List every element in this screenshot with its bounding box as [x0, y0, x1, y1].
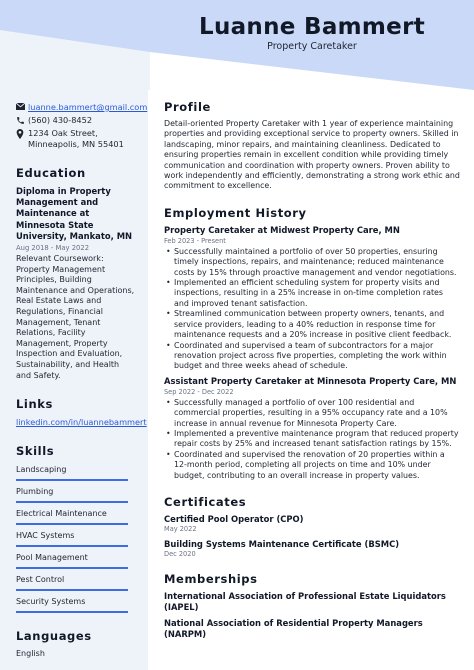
- links-list: [16, 417, 147, 428]
- skill-item: [16, 464, 136, 481]
- job-entry: [164, 376, 460, 481]
- skill-level-bar: [16, 589, 128, 591]
- education-coursework: Relevant Coursework: Property Management Principles, Building Maintenance and Operations, Real Estate Laws and Regulations, Financial Management, Tenant Relations, Facility Management, Property Inspection and Evaluation, Sustainability, and Health and Safety.: [16, 254, 135, 380]
- membership-item: National Association of Residential Property Managers (NARPM): [164, 617, 423, 639]
- job-bullet: • Implemented an efficient scheduling system for property visits and inspections, resulting in a 25% increase in on-time completion rates and improved tenant satisfaction.: [164, 278, 460, 309]
- memberships-heading: Memberships: [164, 571, 258, 586]
- job-bullet: • Streamlined communication between property owners, tenants, and service providers, leading to a 40% reduction in response time for maintenance requests and a 20% increase in positive client feedback.: [164, 309, 460, 340]
- education-degree: Diploma in Property Management and Maintenance at Minnesota State University, Mankato, MN: [16, 186, 133, 241]
- job-bullets: [164, 398, 460, 481]
- job-title: Property Caretaker at Midwest Property Care, MN: [164, 224, 400, 235]
- skill-label: Plumbing: [16, 487, 54, 497]
- contact-phone-row: [16, 115, 136, 126]
- certificate-date: Dec 2020: [164, 549, 196, 558]
- main-content: [164, 100, 460, 654]
- skill-label: HVAC Systems: [16, 531, 75, 541]
- contact-email-row[interactable]: [16, 102, 148, 113]
- skill-item: [16, 596, 136, 613]
- job-dates: Feb 2023 - Present: [164, 236, 226, 245]
- skill-item: [16, 530, 136, 547]
- memberships-section: [164, 572, 460, 640]
- skill-label: Security Systems: [16, 597, 86, 607]
- skill-label: Pest Control: [16, 575, 65, 585]
- education-dates: Aug 2018 - May 2022: [16, 244, 90, 253]
- profile-text: Detail-oriented Property Caretaker with 1 year of experience maintaining properties and providing exceptional service to property owners. Skilled in landscaping, minor repairs, and maintaining cleanliness. Dedicated to ensuring properties remain in excellent condition while providing timely communication and coordination with property owners. Proven ability to work independently and efficiently, demonstrating a strong work ethic and commitment to excellence.: [164, 119, 460, 191]
- job-bullet: • Implemented a preventive maintenance program that reduced property repair costs by 25% and increased tenant satisfaction ratings by 15%.: [164, 429, 460, 450]
- phone-icon: [16, 115, 28, 125]
- skill-label: Pool Management: [16, 553, 88, 563]
- education-heading: Education: [16, 166, 86, 180]
- links-heading: Links: [16, 397, 53, 412]
- job-bullets: [164, 247, 460, 372]
- skill-item: [16, 574, 136, 591]
- skills-heading: Skills: [16, 444, 55, 459]
- job-entry: [164, 225, 460, 372]
- profile-heading: Profile: [164, 100, 211, 114]
- address: 1234 Oak Street, Minneapolis, MN 55401: [28, 128, 124, 149]
- membership-item: International Association of Professional Estate Liquidators (IAPEL): [164, 590, 446, 612]
- certificate-date: May 2022: [164, 524, 197, 533]
- email-link[interactable]: luanne.bammert@gmail.com: [28, 102, 148, 112]
- skill-level-bar: [16, 479, 128, 481]
- skills-list: [16, 464, 136, 613]
- skill-level-bar: [16, 611, 128, 613]
- profile-section: [164, 100, 460, 192]
- employment-heading: Employment History: [164, 205, 307, 220]
- job-bullet: • Successfully managed a portfolio of over 100 residential and commercial properties, resulting in a 95% occupancy rate and a 10% increase in annual revenue for Minnesota Property Care.: [164, 398, 460, 429]
- linkedin-link[interactable]: linkedin.com/in/luannebammert: [16, 417, 147, 428]
- languages-heading: Languages: [16, 629, 92, 644]
- job-dates: Sep 2022 - Dec 2022: [164, 387, 234, 396]
- certificate-name: Certified Pool Operator (CPO): [164, 513, 304, 524]
- contact-address-row: [16, 128, 136, 150]
- job-bullet: • Coordinated and supervised a team of subcontractors for a major renovation project across five properties, completing the work within budget and three weeks ahead of schedule.: [164, 341, 460, 372]
- location-pin-icon: [16, 128, 28, 139]
- skill-level-bar: [16, 501, 128, 503]
- job-bullet: • Successfully maintained a portfolio of over 50 properties, ensuring timely inspections, repairs, and maintenance; reduced maintenance costs by 15% through proactive management and vendor negotiations.: [164, 247, 460, 278]
- sidebar: [0, 90, 148, 670]
- certificates-section: [164, 495, 460, 558]
- job-bullet: • Coordinated and supervised the renovation of 20 properties within a 12-month period, completing all projects on time and 10% under budget, contributing to an overall increase in property values.: [164, 450, 460, 481]
- skill-level-bar: [16, 545, 128, 547]
- phone-number: (560) 430-8452: [28, 115, 93, 125]
- skill-level-bar: [16, 567, 128, 569]
- skill-item: [16, 486, 136, 503]
- skill-item: [16, 508, 136, 525]
- skill-label: Electrical Maintenance: [16, 509, 107, 519]
- skill-label: Landscaping: [16, 465, 67, 475]
- candidate-title: Property Caretaker: [267, 41, 357, 52]
- certificates-heading: Certificates: [164, 494, 247, 509]
- language-item: English: [16, 649, 45, 659]
- skill-level-bar: [16, 523, 128, 525]
- certificate-name: Building Systems Maintenance Certificate (BSMC): [164, 538, 400, 549]
- employment-section: [164, 206, 460, 481]
- candidate-name: Luanne Bammert: [198, 14, 426, 40]
- mail-icon: [16, 102, 28, 110]
- job-title: Assistant Property Caretaker at Minnesota Property Care, MN: [164, 375, 457, 386]
- sidebar-content: [16, 102, 148, 659]
- skill-item: [16, 552, 136, 569]
